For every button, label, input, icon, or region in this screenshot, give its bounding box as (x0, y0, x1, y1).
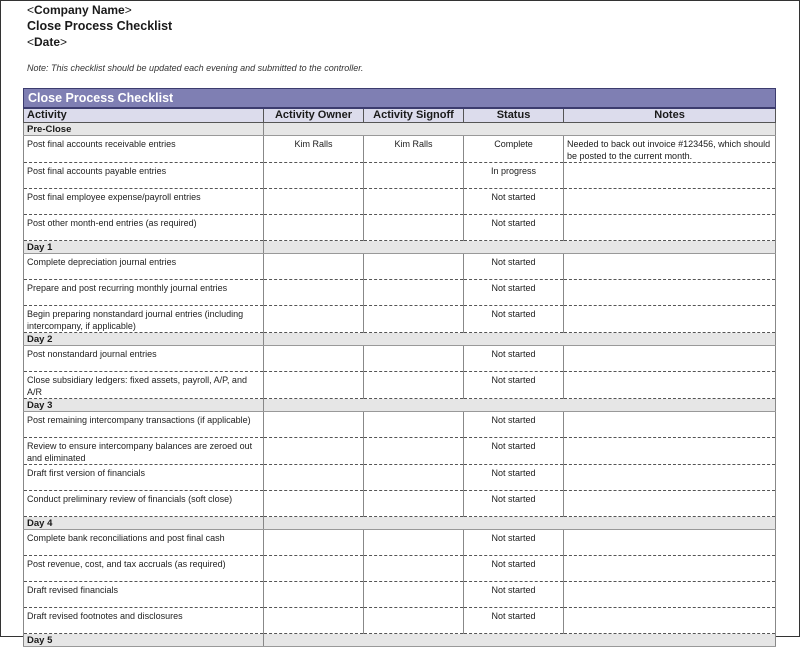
column-header-status[interactable]: Status (464, 108, 564, 123)
status-cell[interactable]: Not started (464, 372, 564, 399)
status-cell[interactable]: Not started (464, 530, 564, 556)
signoff-cell[interactable] (364, 582, 464, 608)
table-banner-row (24, 89, 776, 108)
activity-cell[interactable]: Post other month-end entries (as required) (24, 215, 264, 241)
activity-cell[interactable]: Draft first version of financials (24, 465, 264, 491)
section-row (24, 634, 776, 647)
signoff-cell[interactable] (364, 372, 464, 399)
signoff-cell[interactable] (364, 189, 464, 215)
activity-cell[interactable]: Begin preparing nonstandard journal entries (including intercompany, if applicable) (24, 306, 264, 333)
signoff-cell[interactable] (364, 254, 464, 280)
activity-cell[interactable]: Complete depreciation journal entries (24, 254, 264, 280)
owner-cell[interactable] (264, 280, 364, 306)
owner-cell[interactable] (264, 491, 364, 517)
signoff-cell[interactable] (364, 491, 464, 517)
notes-cell[interactable] (564, 412, 776, 438)
notes-cell[interactable] (564, 163, 776, 189)
status-cell[interactable]: Not started (464, 189, 564, 215)
table-row (24, 215, 776, 241)
status-cell[interactable]: Not started (464, 306, 564, 333)
notes-cell[interactable] (564, 582, 776, 608)
status-cell[interactable]: Not started (464, 254, 564, 280)
section-row (24, 517, 776, 530)
activity-cell[interactable]: Post nonstandard journal entries (24, 346, 264, 372)
notes-cell[interactable] (564, 491, 776, 517)
notes-cell[interactable] (564, 372, 776, 399)
column-header-row (24, 108, 776, 123)
company-name-line (27, 2, 172, 18)
notes-cell[interactable] (564, 280, 776, 306)
date-line (27, 34, 172, 50)
section-label[interactable]: Day 1 (24, 241, 264, 254)
owner-cell[interactable]: Kim Ralls (264, 136, 364, 163)
instruction-note: Note: This checklist should be updated each evening and submitted to the controller. (27, 63, 364, 73)
notes-cell[interactable] (564, 215, 776, 241)
section-label[interactable]: Day 4 (24, 517, 264, 530)
status-cell[interactable]: Not started (464, 215, 564, 241)
owner-cell[interactable] (264, 346, 364, 372)
table-row (24, 530, 776, 556)
status-cell[interactable]: In progress (464, 163, 564, 189)
table-row (24, 372, 776, 399)
notes-cell[interactable] (564, 189, 776, 215)
notes-cell[interactable] (564, 306, 776, 333)
section-filler (264, 399, 776, 412)
section-filler (264, 333, 776, 346)
company-bracket-open: < (27, 3, 35, 17)
signoff-cell[interactable] (364, 346, 464, 372)
signoff-cell[interactable] (364, 280, 464, 306)
activity-cell[interactable]: Complete bank reconciliations and post final cash (24, 530, 264, 556)
owner-cell[interactable] (264, 215, 364, 241)
section-label[interactable]: Day 5 (24, 634, 264, 647)
table-row (24, 254, 776, 280)
notes-cell[interactable] (564, 254, 776, 280)
table-row (24, 412, 776, 438)
owner-cell[interactable] (264, 438, 364, 465)
activity-cell[interactable]: Draft revised footnotes and disclosures (24, 608, 264, 634)
section-filler (264, 517, 776, 530)
signoff-cell[interactable]: Kim Ralls (364, 136, 464, 163)
activity-cell[interactable]: Prepare and post recurring monthly journal entries (24, 280, 264, 306)
owner-cell[interactable] (264, 556, 364, 582)
section-row (24, 399, 776, 412)
signoff-cell[interactable] (364, 438, 464, 465)
notes-cell[interactable] (564, 530, 776, 556)
owner-cell[interactable] (264, 465, 364, 491)
notes-cell[interactable] (564, 465, 776, 491)
page-title: Close Process Checklist (27, 19, 173, 33)
owner-cell[interactable] (264, 530, 364, 556)
table-row (24, 136, 776, 163)
table-row (24, 346, 776, 372)
column-header-activity[interactable]: Activity (24, 108, 264, 123)
signoff-cell[interactable] (364, 163, 464, 189)
activity-cell[interactable]: Draft revised financials (24, 582, 264, 608)
activity-cell[interactable]: Post final accounts payable entries (24, 163, 264, 189)
table-row (24, 608, 776, 634)
activity-cell[interactable]: Post remaining intercompany transactions (if applicable) (24, 412, 264, 438)
owner-cell[interactable] (264, 412, 364, 438)
checklist-table (23, 88, 776, 647)
owner-cell[interactable] (264, 372, 364, 399)
activity-cell[interactable]: Conduct preliminary review of financials (soft close) (24, 491, 264, 517)
section-label[interactable]: Day 2 (24, 333, 264, 346)
status-cell[interactable]: Not started (464, 608, 564, 634)
status-cell[interactable]: Not started (464, 346, 564, 372)
activity-cell[interactable]: Close subsidiary ledgers: fixed assets, payroll, A/P, and A/R (24, 372, 264, 399)
notes-cell[interactable]: Needed to back out invoice #123456, which should be posted to the current month. (564, 136, 776, 163)
owner-cell[interactable] (264, 163, 364, 189)
status-cell[interactable]: Not started (464, 556, 564, 582)
section-row (24, 241, 776, 254)
status-cell[interactable]: Not started (464, 412, 564, 438)
column-header-signoff[interactable]: Activity Signoff (364, 108, 464, 123)
signoff-cell[interactable] (364, 530, 464, 556)
owner-cell[interactable] (264, 254, 364, 280)
activity-cell[interactable]: Post final accounts receivable entries (24, 136, 264, 163)
notes-cell[interactable] (564, 346, 776, 372)
owner-cell[interactable] (264, 582, 364, 608)
table-row (24, 280, 776, 306)
section-label[interactable]: Day 3 (24, 399, 264, 412)
owner-cell[interactable] (264, 189, 364, 215)
activity-cell[interactable]: Post final employee expense/payroll entries (24, 189, 264, 215)
status-cell[interactable]: Not started (464, 465, 564, 491)
company-name[interactable]: Company Name (34, 3, 125, 17)
status-cell[interactable]: Complete (464, 136, 564, 163)
section-label[interactable]: Pre-Close (24, 123, 264, 136)
status-cell[interactable]: Not started (464, 280, 564, 306)
owner-cell[interactable] (264, 608, 364, 634)
section-row (24, 333, 776, 346)
activity-cell[interactable]: Review to ensure intercompany balances are zeroed out and eliminated (24, 438, 264, 465)
notes-cell[interactable] (564, 556, 776, 582)
date-bracket-open: < (27, 35, 35, 49)
column-header-owner[interactable]: Activity Owner (264, 108, 364, 123)
signoff-cell[interactable] (364, 412, 464, 438)
date-field[interactable]: Date (34, 35, 61, 49)
signoff-cell[interactable] (364, 465, 464, 491)
signoff-cell[interactable] (364, 608, 464, 634)
status-cell[interactable]: Not started (464, 491, 564, 517)
table-row (24, 491, 776, 517)
activity-cell[interactable]: Post revenue, cost, and tax accruals (as required) (24, 556, 264, 582)
table-banner: Close Process Checklist (24, 89, 776, 108)
signoff-cell[interactable] (364, 556, 464, 582)
owner-cell[interactable] (264, 306, 364, 333)
table-row (24, 582, 776, 608)
notes-cell[interactable] (564, 438, 776, 465)
section-filler (264, 241, 776, 254)
signoff-cell[interactable] (364, 215, 464, 241)
column-header-notes[interactable]: Notes (564, 108, 776, 123)
checklist-table-wrap (23, 88, 775, 647)
checklist-body (24, 123, 776, 647)
document-header (27, 2, 172, 50)
section-row (24, 123, 776, 136)
table-row (24, 556, 776, 582)
status-cell[interactable]: Not started (464, 582, 564, 608)
notes-cell[interactable] (564, 608, 776, 634)
section-filler (264, 123, 776, 136)
signoff-cell[interactable] (364, 306, 464, 333)
date-bracket-close: > (60, 35, 68, 49)
section-filler (264, 634, 776, 647)
table-row (24, 306, 776, 333)
table-row (24, 465, 776, 491)
table-row (24, 163, 776, 189)
company-bracket-close: > (124, 3, 132, 17)
status-cell[interactable]: Not started (464, 438, 564, 465)
table-row (24, 438, 776, 465)
table-row (24, 189, 776, 215)
